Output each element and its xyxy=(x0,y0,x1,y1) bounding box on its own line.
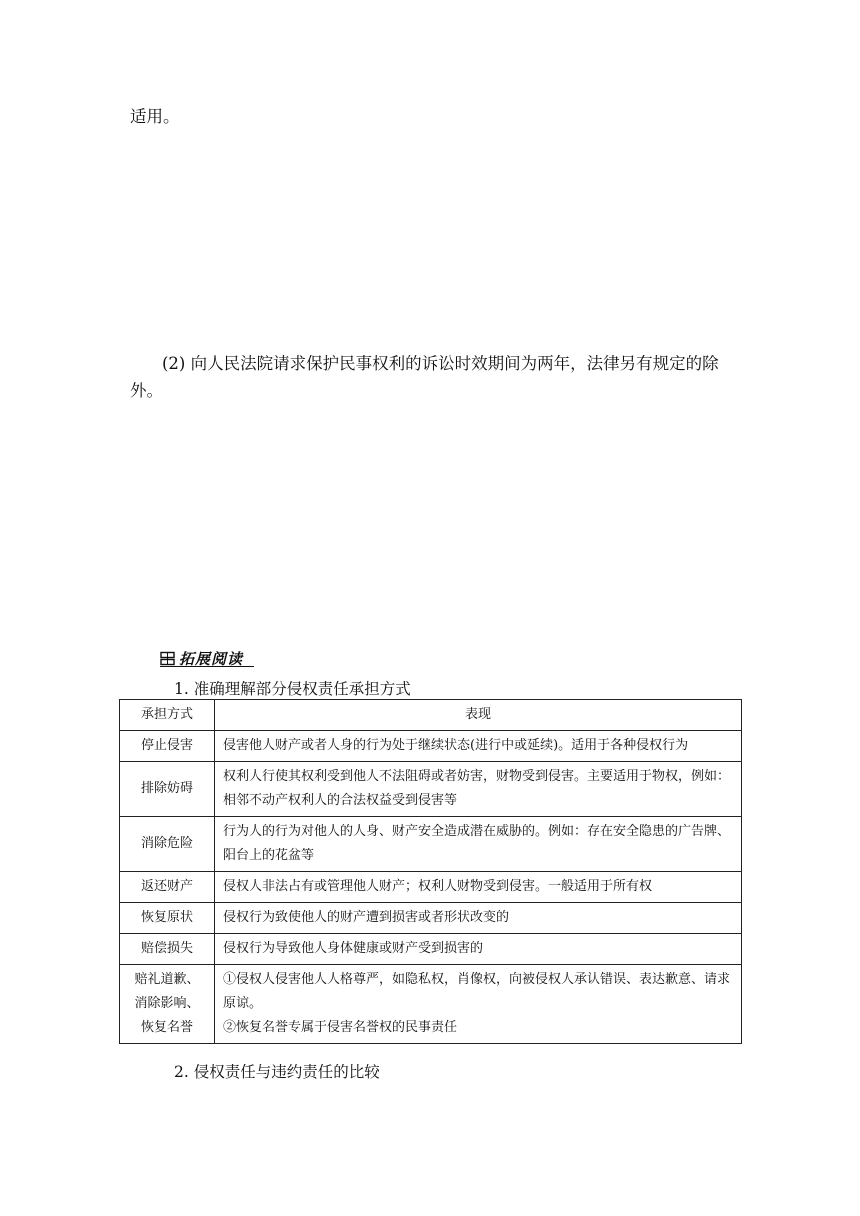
table-row xyxy=(120,762,742,817)
cell-description: 侵权人非法占有或管理他人财产；权利人财物受到侵害。一般适用于所有权 xyxy=(215,872,742,903)
cell-method xyxy=(120,965,215,1044)
cell-method: 停止侵害 xyxy=(120,731,215,762)
cell-description xyxy=(215,965,742,1044)
cell-description: 侵权行为致使他人的财产遭到损害或者形状改变的 xyxy=(215,903,742,934)
paragraph-continuation: 适用。 xyxy=(130,107,180,126)
liability-methods-table xyxy=(119,699,742,1044)
description-part-2: ②恢复名誉专属于侵害名誉权的民事责任 xyxy=(223,1020,458,1035)
table-row xyxy=(120,817,742,872)
cell-description: 行为人的行为对他人的人身、财产安全造成潜在威胁的。例如：存在安全隐患的广告牌、阳台上的花盆等 xyxy=(215,817,742,872)
extension-title-underline xyxy=(160,666,254,667)
table-row xyxy=(120,903,742,934)
cell-description: 侵权行为导致他人身体健康或财产受到损害的 xyxy=(215,934,742,965)
cell-method: 恢复原状 xyxy=(120,903,215,934)
table-row xyxy=(120,872,742,903)
table-row xyxy=(120,934,742,965)
paragraph-statute-of-limitations: (2) 向人民法院请求保护民事权利的诉讼时效期间为两年，法律另有规定的除外。 xyxy=(130,354,719,400)
header-method: 承担方式 xyxy=(120,700,215,731)
cell-description: 侵害他人财产或者人身的行为处于继续状态(进行中或延续)。适用于各种侵权行为 xyxy=(215,731,742,762)
cell-description: 权利人行使其权利受到他人不法阻碍或者妨害，财物受到侵害。主要适用于物权，例如：相邻不动产权利人的合法权益受到侵害等 xyxy=(215,762,742,817)
method-line: 赔礼道歉、 xyxy=(134,972,200,987)
header-description: 表现 xyxy=(215,700,742,731)
table-row xyxy=(120,731,742,762)
extension-reading-title: 拓展阅读 xyxy=(179,650,244,668)
cell-method: 排除妨碍 xyxy=(120,762,215,817)
method-line: 消除影响、 xyxy=(134,996,200,1011)
method-line: 恢复名誉 xyxy=(140,1020,193,1035)
book-icon xyxy=(160,651,175,666)
table-row xyxy=(120,965,742,1044)
section-heading-1: 1. 准确理解部分侵权责任承担方式 xyxy=(174,680,411,698)
table-header-row xyxy=(120,700,742,731)
description-part-1: ①侵权人侵害他人人格尊严，如隐私权，肖像权，向被侵权人承认错误、表达歉意、请求原谅。 xyxy=(223,972,731,1011)
cell-method: 赔偿损失 xyxy=(120,934,215,965)
cell-method: 消除危险 xyxy=(120,817,215,872)
cell-method: 返还财产 xyxy=(120,872,215,903)
section-heading-2: 2. 侵权责任与违约责任的比较 xyxy=(174,1063,380,1081)
